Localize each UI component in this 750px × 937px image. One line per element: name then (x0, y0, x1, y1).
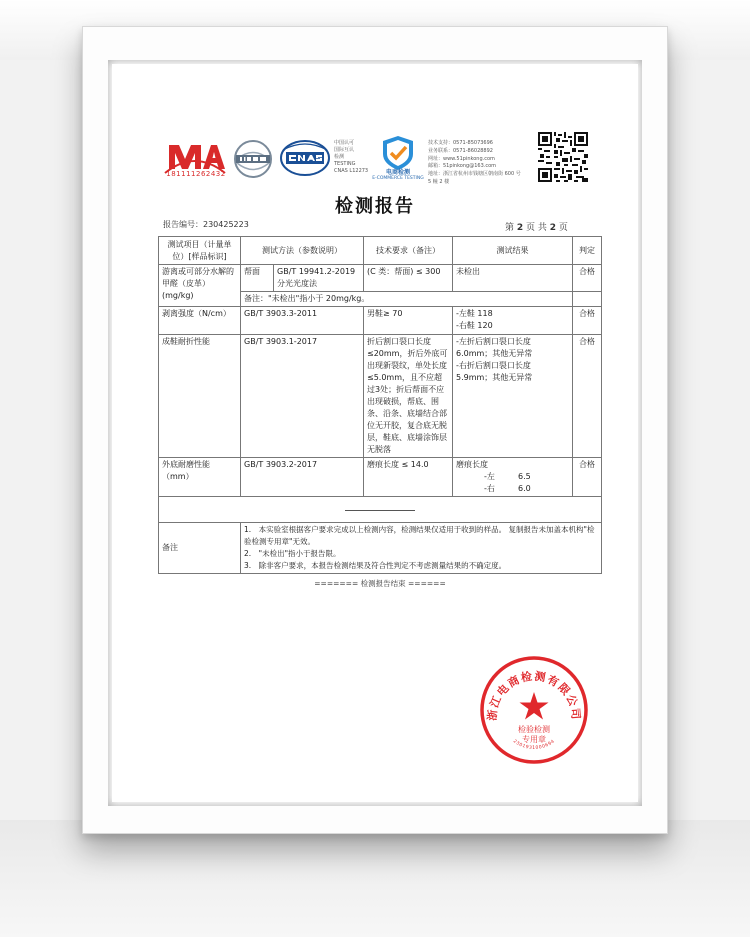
row-method: GB/T 3903.2-2017 (241, 458, 364, 497)
table-row (159, 458, 602, 497)
row-result (453, 458, 573, 497)
cnas-line: CNAS L12273 (334, 168, 369, 174)
separator-row (159, 497, 602, 523)
row-item: 外底耐磨性能（mm） (159, 458, 241, 497)
seal-number-text: 2301931000694 (511, 739, 557, 751)
company-seal-stamp (478, 654, 590, 766)
contact-info (428, 140, 533, 187)
cnas-line: 国际互认 (334, 147, 355, 153)
page-indicator (505, 220, 568, 233)
result-line: -左折后割口裂口长度 6.0mm；其他无异常 (456, 337, 533, 358)
report-end-text: ======= 检测报告结束 ====== (314, 579, 446, 588)
row-note: 备注："未检出"指小于 20mg/kg。 (241, 292, 573, 307)
row-item: 剥离强度（N/cm） (159, 307, 241, 335)
table-row (159, 307, 602, 335)
ecom-line-en: E-COMMERCE TESTING (372, 176, 424, 181)
page-pre: 第 (505, 223, 515, 233)
row-requirement: (C 类：帮面) ≤ 300 (364, 265, 453, 292)
page-mid: 页 共 (526, 223, 547, 233)
row-requirement: 磨痕长度 ≤ 14.0 (364, 458, 453, 497)
row-item: 成鞋耐折性能 (159, 335, 241, 458)
qr-code-icon (538, 132, 588, 182)
remarks-content (241, 523, 602, 574)
ecommerce-testing-text (371, 170, 425, 182)
ecom-line-cn: 电商检测 (385, 169, 410, 176)
header-result: 测试结果 (453, 237, 573, 265)
page-total: 2 (549, 223, 557, 233)
remark-line: 3. 除非客户要求，本报告检测结果及符合性判定不考虑测量结果的不确定度。 (244, 561, 507, 570)
left-value: 6.5 (518, 472, 531, 481)
left-label: -左 (484, 472, 495, 481)
row-judgement: 合格 (573, 265, 602, 292)
ilac-mra-logo-icon (233, 138, 273, 180)
seal-star-icon (520, 692, 549, 720)
remarks-label: 备注 (159, 523, 241, 574)
report-number: 报告编号：230425223 (163, 220, 249, 229)
row-requirement: 男鞋≥ 70 (364, 307, 453, 335)
page-current: 2 (516, 223, 524, 233)
seal-center-line2: 专用章 (522, 735, 546, 744)
contact-line: 业务联系：0571-86028892 (428, 147, 493, 154)
cma-number: 181111262432 (166, 170, 226, 178)
header-judgement: 判定 (573, 237, 602, 265)
remark-line: 2. "未检出"指小于报告限。 (244, 549, 341, 558)
row-part: 帮面 (241, 265, 274, 291)
result-right (456, 483, 569, 495)
table-row (159, 335, 602, 458)
row-result: 未检出 (453, 265, 573, 292)
right-value: 6.0 (518, 484, 531, 493)
result-title: 磨痕长度 (456, 460, 488, 469)
row-item: 游离或可部分水解的甲醛（皮革）(mg/kg) (159, 265, 241, 307)
separator-line (345, 510, 415, 511)
remark-line: 1. 本实验室根据客户要求完成以上检测内容，检测结果仅适用于收到的样品。 复制报告未加盖本机构"检验检测专用章"无效。 (244, 525, 595, 546)
row-requirement: 折后割口裂口长度≤20mm，折后外底可出现新裂纹，单处长度≤5.0mm，且不应超过3处；折后帮面不应出现破损，帮底、围条、沿条、底墙结合部位无开胶，复合底无脱层，鞋底、底墙涂饰层无脱落 (364, 335, 453, 458)
contact-line: 网址：www.51pinkong.com (428, 155, 495, 162)
header-item: 测试项目（计量单位）[样品标识] (159, 237, 241, 265)
cnas-line: 中国认可 (334, 140, 355, 146)
table-header-row (159, 237, 602, 265)
seal-company-text: 浙江电商检测有限公司 (485, 669, 583, 722)
result-line: -右折后割口裂口长度 5.9mm；其他无异常 (456, 361, 533, 382)
cnas-line: TESTING (334, 161, 356, 167)
row-judgement: 合格 (573, 307, 602, 335)
row-judgement: 合格 (573, 458, 602, 497)
row-method: GB/T 3903.1-2017 (241, 335, 364, 458)
cnas-logo-icon (280, 140, 330, 176)
contact-line: 技术支持：0571-85073696 (428, 140, 493, 146)
contact-line: 地址：浙江省杭州市钱塘区朝南街 600 号 (428, 171, 521, 178)
page-post: 页 (558, 223, 568, 233)
row-method (241, 265, 364, 292)
background-floor (0, 820, 750, 937)
row-method-text: GB/T 19941.2-2019 分光光度法 (277, 267, 356, 288)
contact-line: 邮箱：51pinkong@163.com (428, 163, 497, 170)
header-method: 测试方法（参数说明） (241, 237, 364, 265)
right-label: -右 (484, 484, 495, 493)
separator-cell (159, 497, 602, 523)
remarks-row (159, 523, 602, 574)
table-row (159, 265, 602, 292)
report-title: 检测报告 (335, 196, 415, 217)
result-line: -右鞋 120 (456, 321, 493, 330)
row-method: GB/T 3903.3-2011 (241, 307, 364, 335)
result-line: -左鞋 118 (456, 309, 493, 318)
row-judgement: 合格 (573, 335, 602, 458)
row-result (453, 335, 573, 458)
row-result (453, 307, 573, 335)
results-table (158, 236, 602, 574)
result-left (456, 471, 569, 483)
seal-center-line1: 检验检测 (518, 725, 550, 734)
contact-line: 5 幢 2 楼 (428, 178, 450, 185)
cnas-line: 检测 (334, 154, 345, 160)
header-requirement: 技术要求（备注） (364, 237, 453, 265)
row-note-empty (573, 292, 602, 307)
